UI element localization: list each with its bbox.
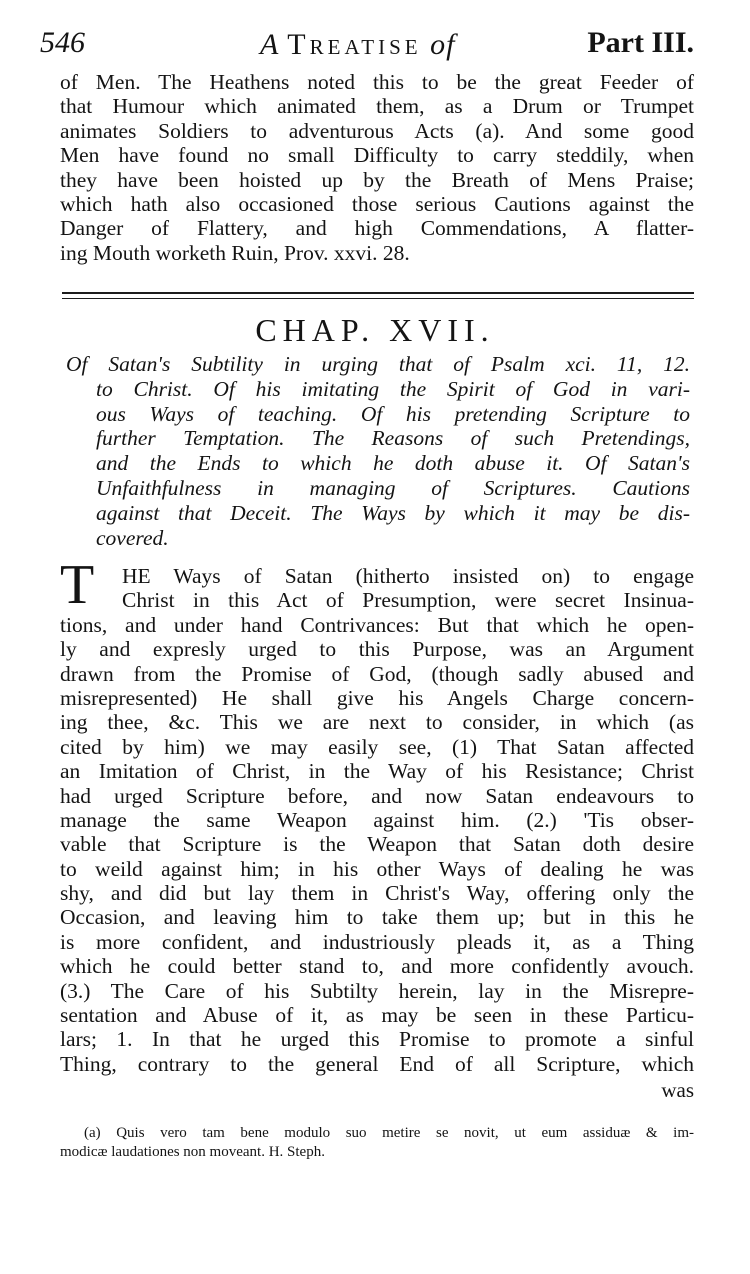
text-line: manage the same Weapon against him. (2.) 'Tis obser- — [60, 807, 694, 832]
text-line: ly and expresly urged to this Purpose, was an Argument — [60, 637, 694, 662]
text-line: ing thee, &c. This we are next to consider, in which (as — [60, 710, 694, 735]
text-line: tions, and under hand Contrivances: But that which he open- — [60, 612, 694, 637]
summary-line: further Temptation. The Reasons of such Pretendings, — [96, 426, 690, 451]
text-line: animates Soldiers to adventurous Acts (a). And some good — [60, 118, 694, 143]
text-line: they have been hoisted up by the Breath of Mens Praise; — [60, 167, 694, 192]
text-line: lars; 1. In that he urged this Promise to promote a sinful — [60, 1027, 694, 1052]
intro-paragraph — [60, 70, 694, 265]
summary-line: to Christ. Of his imitating the Spirit of God in vari- — [96, 376, 690, 401]
page-number: 546 — [40, 26, 85, 59]
footnote-line: (a) Quis vero tam bene modulo suo metire se novit, ut eum assiduæ & im- — [84, 1125, 694, 1141]
summary-line: against that Deceit. The Ways by which it may be dis- — [96, 500, 690, 525]
main-paragraph — [60, 564, 694, 1076]
text-line: shy, and did but lay them in Christ's Way, offering only the — [60, 881, 694, 906]
text-line: (3.) The Care of his Subtilty herein, lay in the Misrepre- — [60, 978, 694, 1003]
summary-line: and the Ends to which he doth abuse it. Of Satan's — [96, 451, 690, 476]
text-line: which hath also occasioned those serious Cautions against the — [60, 191, 694, 216]
text-line: an Imitation of Christ, in the Way of his Resistance; Christ — [60, 759, 694, 784]
text-line: of Men. The Heathens noted this to be the great Feeder of — [60, 70, 694, 94]
text-line: that Humour which animated them, as a Drum or Trumpet — [60, 94, 694, 119]
section-rule — [62, 292, 694, 294]
summary-line: covered. — [96, 525, 169, 550]
text-line: to weild against him; in his other Ways of dealing he was — [60, 856, 694, 881]
running-header — [40, 26, 694, 66]
text-line: drawn from the Promise of God, (though sadly abused and — [60, 661, 694, 686]
text-line: sentation and Abuse of it, as may be seen in these Particu- — [60, 1003, 694, 1028]
running-title-word: Treatise — [287, 28, 422, 61]
text-line: Thing, contrary to the general End of all Scripture, which — [60, 1051, 694, 1076]
text-line: Occasion, and leaving him to take them up; but in this he — [60, 905, 694, 930]
text-line: HE Ways of Satan (hitherto insisted on) to engage — [122, 564, 694, 588]
running-title — [260, 28, 455, 62]
text-line: had urged Scripture before, and now Satan endeavours to — [60, 783, 694, 808]
footnote-line: modicæ laudationes non moveant. H. Steph. — [60, 1144, 325, 1160]
drop-cap: T — [60, 554, 95, 616]
summary-line: ous Ways of teaching. Of his pretending Scripture to — [96, 401, 690, 426]
catchword: was — [661, 1078, 694, 1102]
text-line: which he could better stand to, and more confidently avouch. — [60, 954, 694, 979]
text-line: ing Mouth worketh Ruin, Prov. xxvi. 28. — [60, 240, 410, 265]
chapter-summary — [66, 352, 690, 550]
text-line: is more confident, and industriously pleads it, as a Thing — [60, 929, 694, 954]
footnote — [60, 1124, 694, 1162]
text-line: cited by him) we may easily see, (1) That Satan affected — [60, 734, 694, 759]
section-rule-thin — [62, 298, 694, 299]
text-line: Danger of Flattery, and high Commendations, A flatter- — [60, 216, 694, 241]
summary-line: Unfaithfulness in managing of Scriptures. Cautions — [96, 475, 690, 500]
running-title-article: A — [260, 28, 288, 61]
text-line: misrepresented) He shall give his Angels Charge concern- — [60, 685, 694, 710]
text-line: Men have found no small Difficulty to carry steddily, when — [60, 143, 694, 168]
summary-line: Of Satan's Subtility in urging that of Psalm xci. 11, 12. — [66, 352, 690, 376]
text-line: vable that Scripture is the Weapon that Satan doth desire — [60, 832, 694, 857]
text-line: Christ in this Act of Presumption, were secret Insinua- — [122, 588, 694, 613]
chapter-heading: CHAP. XVII. — [255, 312, 495, 348]
part-label: Part III. — [587, 26, 694, 59]
running-title-of: of — [421, 28, 456, 61]
